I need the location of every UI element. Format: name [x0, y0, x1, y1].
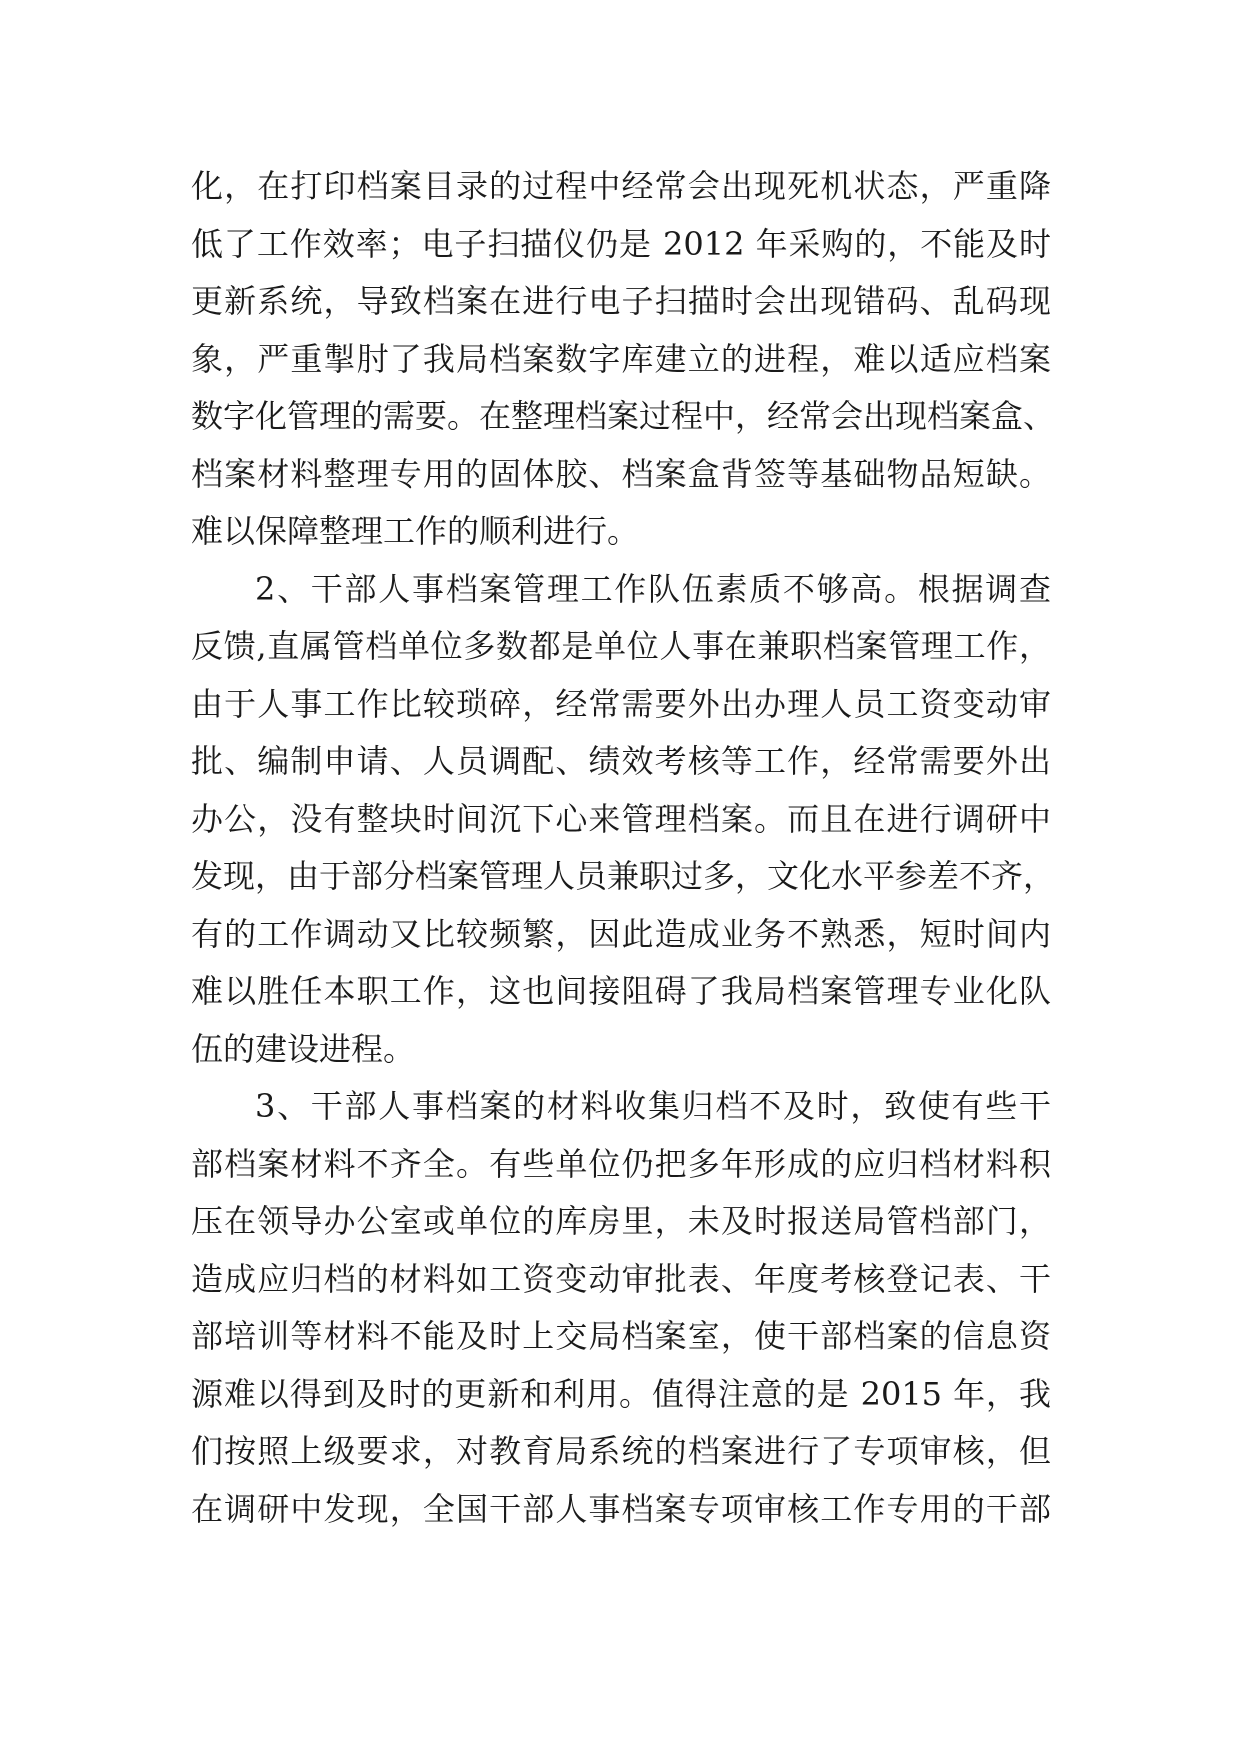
text-line: 批、编制申请、人员调配、绩效考核等工作，经常需要外出 — [191, 742, 1051, 780]
text-line: 3、干部人事档案的材料收集归档不及时，致使有些干 — [255, 1087, 1051, 1125]
text-line: 档案材料整理专用的固体胶、档案盒背签等基础物品短缺。 — [191, 454, 1051, 493]
text-line: 办公，没有整块时间沉下心来管理档案。而且在进行调研中 — [191, 799, 1051, 838]
text-line: 数字化管理的需要。在整理档案过程中，经常会出现档案盒、 — [191, 397, 1056, 435]
text-line: 更新系统，导致档案在进行电子扫描时会出现错码、乱码现 — [191, 282, 1051, 320]
text-line: 难以胜任本职工作，这也间接阻碍了我局档案管理专业化队 — [191, 972, 1051, 1010]
text-line: 在调研中发现，全国干部人事档案专项审核工作专用的干部 — [191, 1489, 1051, 1528]
text-line: 部档案材料不齐全。有些单位仍把多年形成的应归档材料积 — [191, 1144, 1051, 1183]
text-line: 造成应归档的材料如工资变动审批表、年度考核登记表、干 — [191, 1259, 1051, 1298]
text-line: 源难以得到及时的更新和利用。值得注意的是 2015 年，我 — [191, 1374, 1051, 1413]
text-line: 反馈,直属管档单位多数都是单位人事在兼职档案管理工作， — [191, 627, 1051, 665]
text-line: 象，严重掣肘了我局档案数字库建立的进程，难以适应档案 — [191, 339, 1051, 378]
text-line: 低了工作效率；电子扫描仪仍是 2012 年采购的，不能及时 — [191, 224, 1051, 263]
text-line: 化，在打印档案目录的过程中经常会出现死机状态，严重降 — [191, 167, 1051, 205]
text-line: 2、干部人事档案管理工作队伍素质不够高。根据调查 — [255, 569, 1051, 608]
text-line: 伍的建设进程。 — [191, 1029, 416, 1068]
document-body — [191, 158, 1056, 1538]
text-line: 部培训等材料不能及时上交局档案室，使干部档案的信息资 — [191, 1317, 1051, 1355]
text-line: 们按照上级要求，对教育局系统的档案进行了专项审核，但 — [191, 1432, 1051, 1470]
text-line: 由于人事工作比较琐碎，经常需要外出办理人员工资变动审 — [191, 684, 1051, 723]
text-line: 有的工作调动又比较频繁，因此造成业务不熟悉，短时间内 — [191, 914, 1051, 953]
text-line: 压在领导办公室或单位的库房里，未及时报送局管档部门， — [191, 1202, 1051, 1240]
text-line: 发现，由于部分档案管理人员兼职过多，文化水平参差不齐， — [191, 857, 1056, 895]
text-line: 难以保障整理工作的顺利进行。 — [191, 512, 640, 550]
